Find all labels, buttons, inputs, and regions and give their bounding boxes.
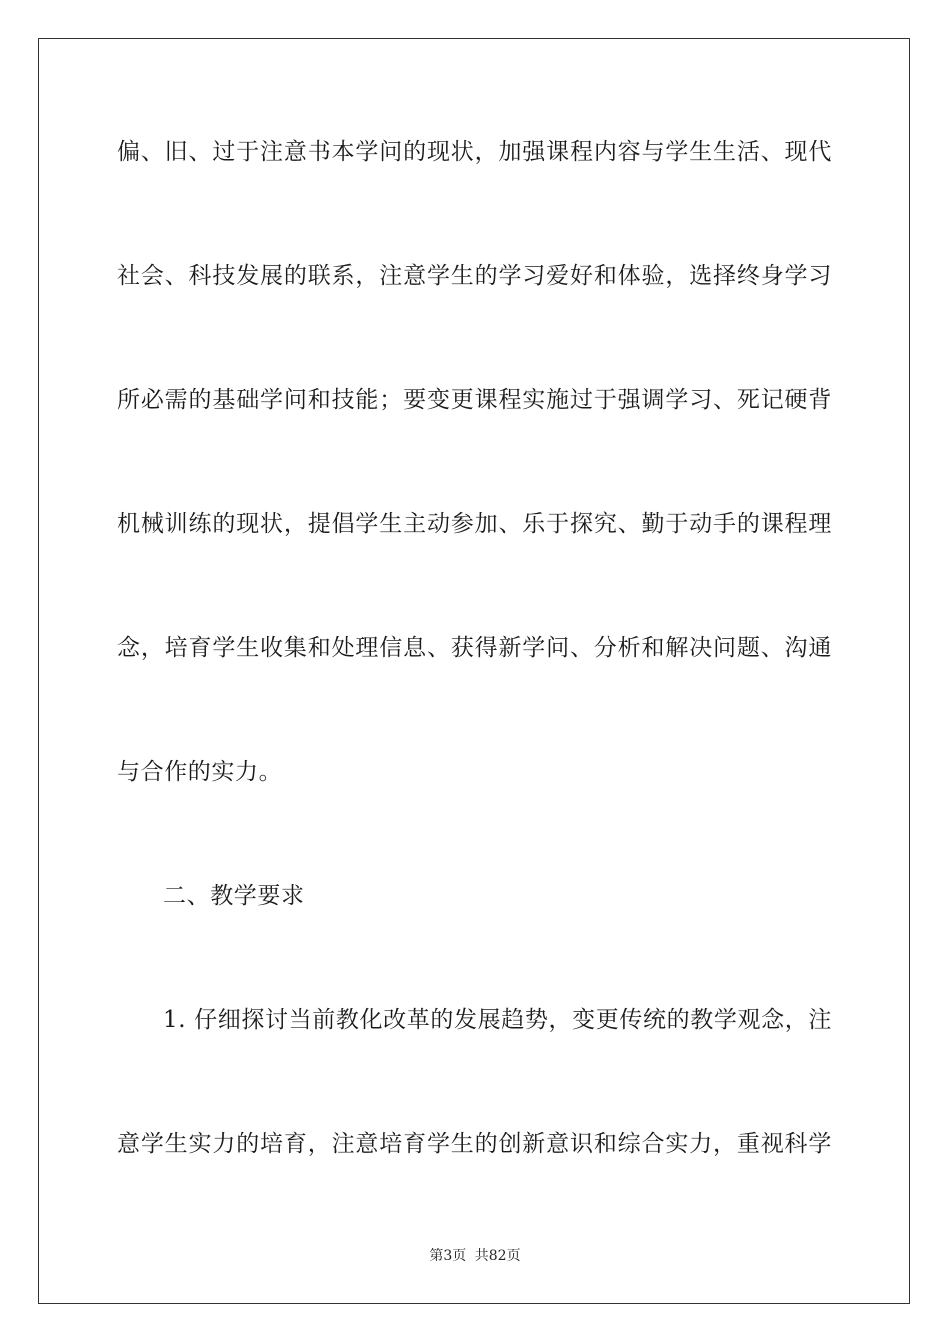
- body-text-line: 偏、旧、过于注意书本学问的现状，加强课程内容与学生生活、现代: [117, 139, 832, 165]
- body-text-line: 机械训练的现状，提倡学生主动参加、乐于探究、勤于动手的课程理: [117, 511, 832, 537]
- page-border: [38, 38, 910, 1304]
- body-text-line: 与合作的实力。: [117, 759, 283, 785]
- list-item-1-line-1: 1. 仔细探讨当前教化改革的发展趋势，变更传统的教学观念，注: [163, 1007, 832, 1033]
- list-item-1-line-2: 意学生实力的培育，注意培育学生的创新意识和综合实力，重视科学: [117, 1131, 832, 1157]
- current-page-number: 第3页: [429, 1248, 467, 1264]
- body-text-line: 所必需的基础学问和技能；要变更课程实施过于强调学习、死记硬背: [117, 387, 832, 413]
- body-text-line: 念，培育学生收集和处理信息、获得新学问、分析和解决问题、沟通: [117, 635, 832, 661]
- body-text-line: 社会、科技发展的联系，注意学生的学习爱好和体验，选择终身学习: [117, 263, 832, 289]
- section-heading: 二、教学要求: [163, 883, 305, 909]
- page-footer: [0, 1246, 950, 1266]
- total-pages: 共82页: [474, 1248, 521, 1264]
